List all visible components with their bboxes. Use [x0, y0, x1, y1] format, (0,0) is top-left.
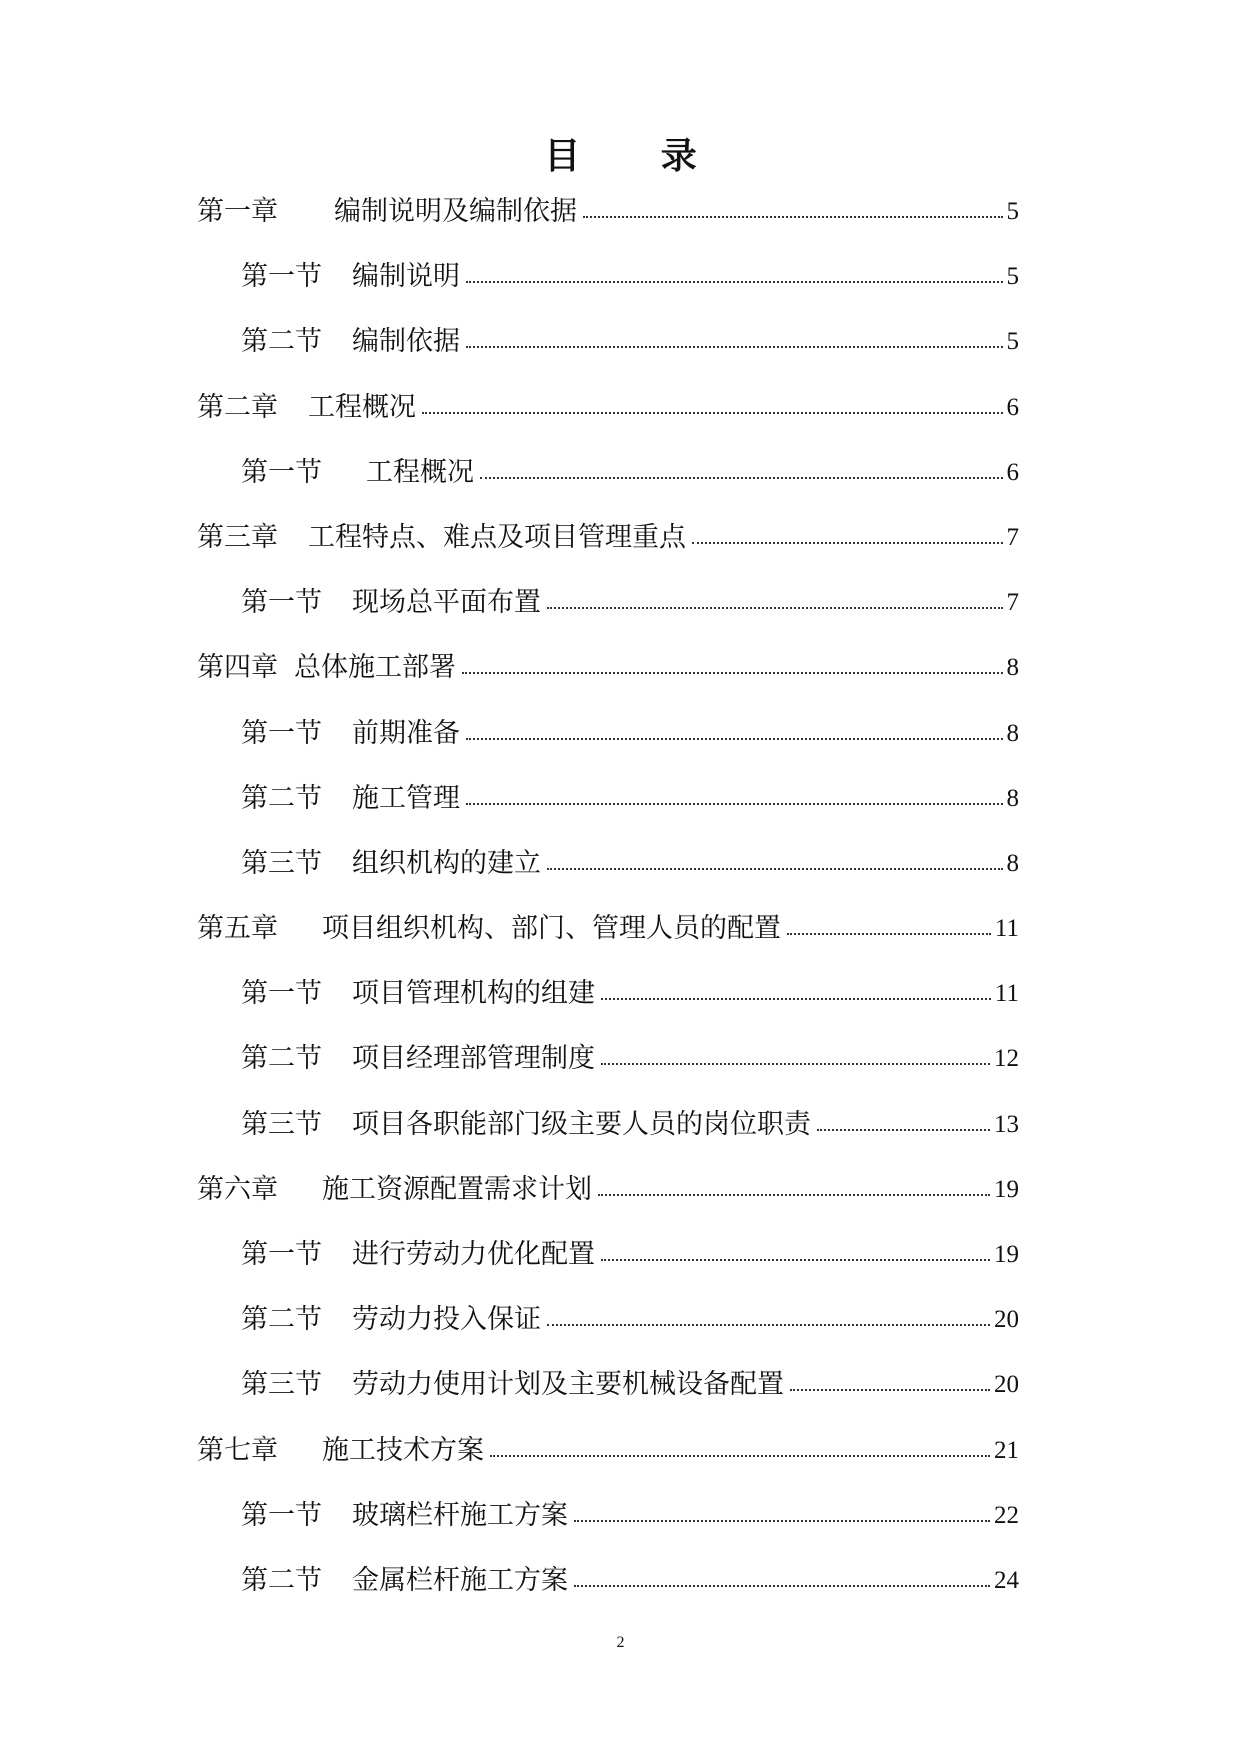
toc-entry-number: 第一节: [241, 717, 322, 749]
toc-entry-title: 金属栏杆施工方案: [352, 1564, 568, 1596]
toc-entry-page: 7: [1006, 589, 1019, 617]
toc-entry-number: 第四章: [197, 652, 278, 684]
toc-section-entry[interactable]: [197, 846, 1019, 911]
toc-entry-page: 5: [1006, 198, 1019, 225]
toc-section-entry[interactable]: [197, 455, 1019, 520]
toc-entry-number: 第三章: [197, 521, 278, 553]
toc-entry-title: 工程特点、难点及项目管理重点: [308, 521, 686, 553]
toc-entry-number: 第二节: [241, 1043, 322, 1075]
toc-entry-number: 第一节: [241, 1239, 322, 1270]
toc-entry-page: 6: [1006, 393, 1019, 421]
toc-entry-page: 20: [994, 1371, 1019, 1399]
toc-section-entry[interactable]: [197, 1107, 1019, 1172]
toc-dot-leader: [790, 1367, 990, 1391]
toc-entry-title: 劳动力投入保证: [352, 1304, 541, 1336]
toc-chapter-entry[interactable]: [197, 520, 1019, 585]
toc-dot-leader: [466, 716, 1003, 740]
toc-section-entry[interactable]: [197, 1367, 1019, 1432]
toc-section-entry[interactable]: [197, 324, 1019, 389]
toc-entry-page: 8: [1006, 654, 1019, 682]
toc-dot-leader: [601, 976, 991, 1000]
toc-entry-title: 项目经理部管理制度: [352, 1043, 595, 1075]
toc-dot-leader: [462, 650, 1003, 674]
toc-dot-leader: [692, 520, 1003, 544]
toc-entry-page: 19: [994, 1175, 1019, 1203]
toc-section-entry[interactable]: [197, 1237, 1019, 1302]
toc-entry-page: 24: [994, 1566, 1019, 1594]
toc-entry-page: 13: [994, 1110, 1019, 1138]
toc-entry-page: 21: [994, 1436, 1019, 1464]
toc-dot-leader: [574, 1498, 990, 1522]
toc-dot-leader: [466, 259, 1003, 283]
toc-entry-page: 5: [1006, 263, 1019, 291]
toc-chapter-entry[interactable]: [197, 194, 1019, 259]
toc-entry-number: 第一章: [197, 196, 278, 227]
toc-chapter-entry[interactable]: [197, 911, 1019, 976]
toc-entry-number: 第三节: [241, 1369, 322, 1401]
toc-entry-number: 第三节: [241, 1108, 322, 1140]
toc-entry-title: 总体施工部署: [294, 652, 456, 684]
toc-section-entry[interactable]: [197, 781, 1019, 846]
toc-entry-title: 施工管理: [352, 782, 460, 814]
toc-dot-leader: [598, 1172, 990, 1196]
toc-entry-page: 19: [994, 1241, 1019, 1268]
toc-dot-leader: [547, 846, 1003, 870]
toc-section-entry[interactable]: [197, 1498, 1019, 1563]
toc-dot-leader: [466, 781, 1003, 805]
toc-dot-leader: [574, 1563, 990, 1587]
toc-entry-title: 编制说明及编制依据: [334, 196, 577, 227]
toc-entry-number: 第二节: [241, 1564, 322, 1596]
toc-entry-number: 第七章: [197, 1434, 278, 1466]
toc-entry-page: 8: [1006, 849, 1019, 877]
toc-entry-number: 第五章: [197, 913, 278, 945]
toc-dot-leader: [817, 1107, 990, 1131]
toc-entry-title: 工程概况: [308, 391, 416, 423]
page-number: 2: [616, 1634, 625, 1651]
toc-dot-leader: [547, 585, 1003, 609]
toc-dot-leader: [601, 1237, 990, 1261]
toc-entry-page: 7: [1006, 523, 1019, 551]
toc-section-entry[interactable]: [197, 1563, 1019, 1628]
toc-entry-page: 6: [1006, 458, 1019, 486]
toc-entry-title: 组织机构的建立: [352, 847, 541, 879]
toc-section-entry[interactable]: [197, 716, 1019, 781]
toc-entry-number: 第一节: [241, 587, 322, 619]
toc-dot-leader: [601, 1041, 990, 1065]
toc-dot-leader: [466, 324, 1003, 348]
toc-entry-number: 第一节: [241, 456, 322, 488]
toc-entry-title: 编制说明: [352, 261, 460, 293]
toc-entry-title: 施工技术方案: [322, 1434, 484, 1466]
toc-dot-leader: [422, 390, 1003, 414]
toc-entry-page: 11: [994, 915, 1019, 943]
toc-entry-title: 玻璃栏杆施工方案: [352, 1499, 568, 1531]
toc-entry-number: 第三节: [241, 847, 322, 879]
toc-entry-title: 进行劳动力优化配置: [352, 1239, 595, 1270]
toc-dot-leader: [787, 911, 991, 935]
toc-entry-number: 第二节: [241, 326, 322, 358]
toc-chapter-entry[interactable]: [197, 1433, 1019, 1498]
toc-entry-page: 11: [994, 980, 1019, 1008]
toc-chapter-entry[interactable]: [197, 1172, 1019, 1237]
toc-entry-page: 22: [994, 1501, 1019, 1529]
toc-entry-page: 5: [1006, 328, 1019, 356]
toc-entry-number: 第二章: [197, 391, 278, 423]
toc-entry-title: 现场总平面布置: [352, 587, 541, 619]
toc-dot-leader: [583, 194, 1003, 218]
toc-section-entry[interactable]: [197, 1041, 1019, 1106]
toc-entry-title: 劳动力使用计划及主要机械设备配置: [352, 1369, 784, 1401]
toc-entry-number: 第二节: [241, 1304, 322, 1336]
table-of-contents: [197, 194, 1019, 1628]
toc-entry-title: 施工资源配置需求计划: [322, 1173, 592, 1205]
toc-entry-page: 20: [994, 1306, 1019, 1334]
toc-entry-page: 8: [1006, 719, 1019, 747]
toc-entry-number: 第一节: [241, 1499, 322, 1531]
toc-dot-leader: [490, 1433, 990, 1457]
toc-section-entry[interactable]: [197, 585, 1019, 650]
toc-entry-page: 8: [1006, 784, 1019, 812]
toc-entry-number: 第六章: [197, 1173, 278, 1205]
toc-entry-number: 第一节: [241, 978, 322, 1010]
toc-dot-leader: [547, 1302, 990, 1326]
toc-entry-title: 项目管理机构的组建: [352, 978, 595, 1010]
toc-section-entry[interactable]: [197, 259, 1019, 324]
toc-chapter-entry[interactable]: [197, 650, 1019, 715]
toc-entry-title: 项目各职能部门级主要人员的岗位职责: [352, 1108, 811, 1140]
toc-chapter-entry[interactable]: [197, 390, 1019, 455]
toc-section-entry[interactable]: [197, 1302, 1019, 1367]
toc-title: 目 录: [544, 135, 731, 177]
toc-entry-title: 工程概况: [366, 456, 474, 488]
toc-entry-title: 编制依据: [352, 326, 460, 358]
toc-entry-number: 第一节: [241, 261, 322, 293]
toc-section-entry[interactable]: [197, 976, 1019, 1041]
toc-entry-number: 第二节: [241, 782, 322, 814]
toc-entry-title: 前期准备: [352, 717, 460, 749]
toc-entry-title: 项目组织机构、部门、管理人员的配置: [322, 913, 781, 945]
toc-entry-page: 12: [994, 1045, 1019, 1073]
toc-dot-leader: [480, 455, 1003, 479]
